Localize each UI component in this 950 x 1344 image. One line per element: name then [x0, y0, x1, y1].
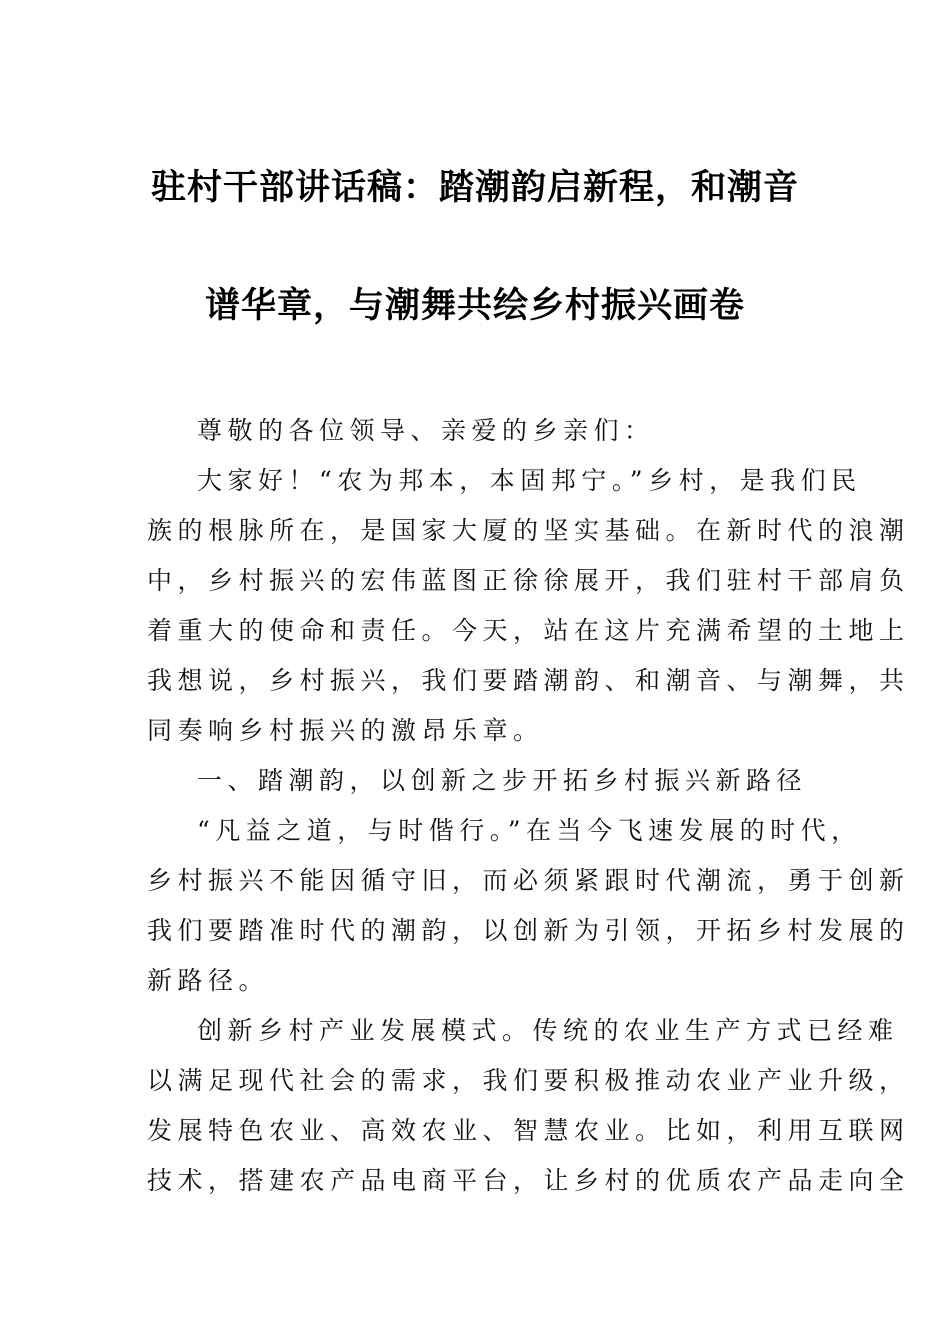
body-line: 中，乡村振兴的宏伟蓝图正徐徐展开，我们驻村干部肩负: [147, 566, 910, 595]
salutation: 尊敬的各位领导、亲爱的乡亲们：: [197, 416, 655, 445]
section-heading-1: 一、踏潮韵，以创新之步开拓乡村振兴新路径: [197, 766, 808, 795]
body-line: 我们要踏准时代的潮韵，以创新为引领，开拓乡村发展的: [147, 916, 910, 945]
body-line: “凡益之道，与时偕行。”在当今飞速发展的时代，: [197, 816, 862, 845]
body-line: 族的根脉所在，是国家大厦的坚实基础。在新时代的浪潮: [147, 516, 910, 545]
body-line: 同奏响乡村振兴的激昂乐章。: [147, 716, 544, 745]
body-line: 创新乡村产业发展模式。传统的农业生产方式已经难: [197, 1016, 899, 1045]
body-line: 我想说，乡村振兴，我们要踏潮韵、和潮音、与潮舞，共: [147, 666, 910, 695]
body-line: 以满足现代社会的需求，我们要积极推动农业产业升级，: [147, 1066, 910, 1095]
body-line: 大家好！“农为邦本，本固邦宁。”乡村，是我们民: [197, 466, 862, 495]
body-line: 技术，搭建农产品电商平台，让乡村的优质农产品走向全: [147, 1166, 910, 1195]
body-line: 新路径。: [147, 966, 270, 995]
body-line: 乡村振兴不能因循守旧，而必须紧跟时代潮流，勇于创新: [147, 866, 910, 895]
document-title-line-2: 谱华章，与潮舞共绘乡村振兴画卷: [204, 286, 745, 326]
body-line: 发展特色农业、高效农业、智慧农业。比如，利用互联网: [147, 1116, 910, 1145]
body-line: 着重大的使命和责任。今天，站在这片充满希望的土地上: [147, 616, 910, 645]
document-title-line-1: 驻村干部讲话稿：踏潮韵启新程，和潮音: [150, 168, 799, 208]
